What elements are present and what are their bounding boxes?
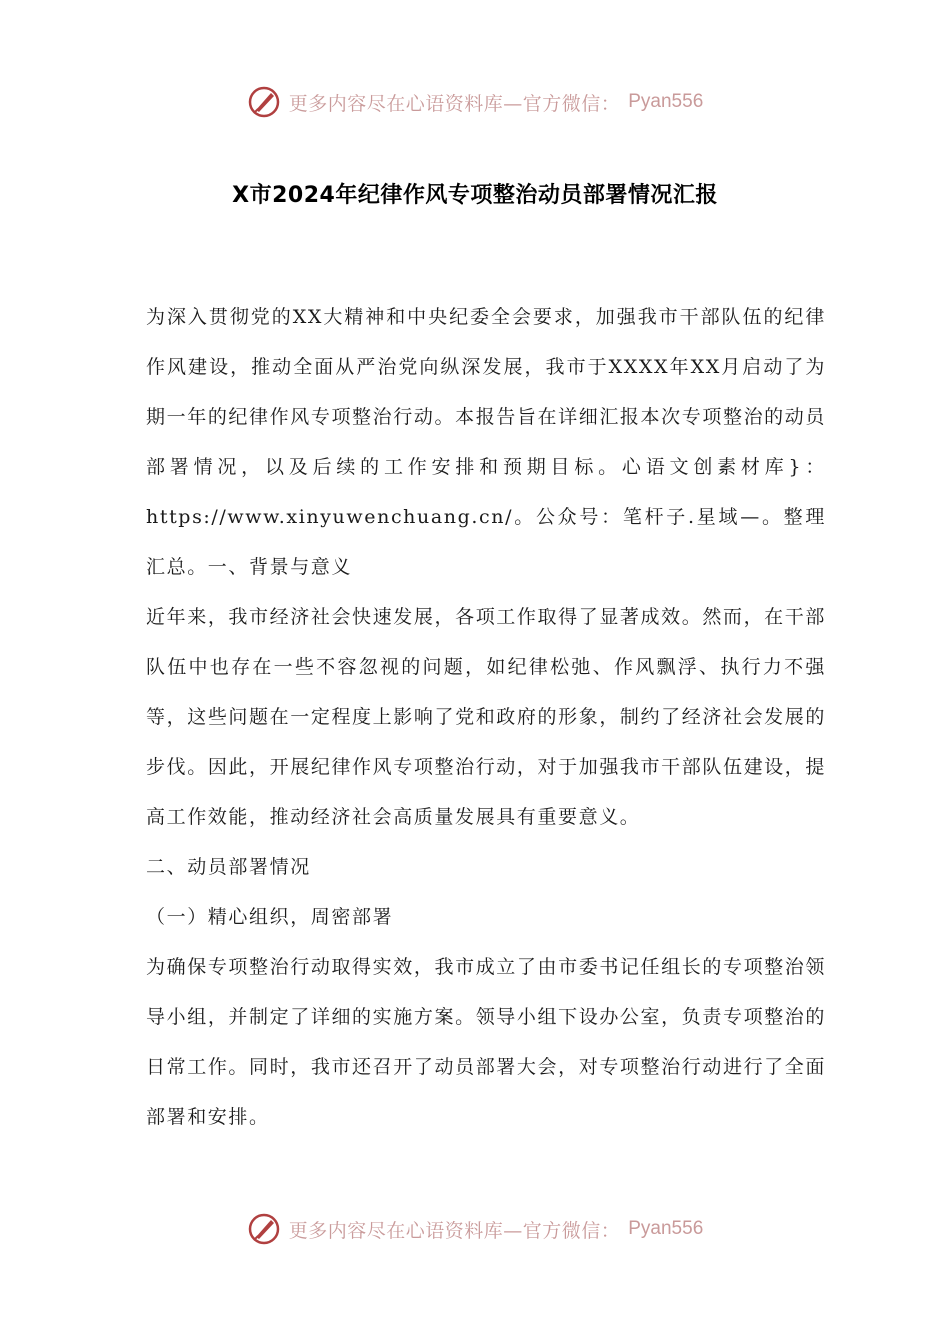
banner-text: 更多内容尽在心语资料库—官方微信： — [288, 1219, 621, 1242]
section-heading: 二、动员部署情况 — [146, 856, 311, 878]
subsection-heading: （一）精心组织，周密部署 — [146, 906, 394, 928]
banner-text: 更多内容尽在心语资料库—官方微信： — [288, 92, 621, 115]
document-body — [146, 292, 826, 1142]
header-watermark-banner — [0, 80, 950, 124]
footer-watermark-banner — [0, 1207, 950, 1251]
paragraph-organization: 为确保专项整治行动取得实效，我市成立了由市委书记任组长的专项整治领导小组，并制定了详细的实施方案。领导小组下设办公室，负责专项整治的日常工作。同时，我市还召开了动员部署大会，对专项整治行动进行了全面部署和安排。 — [146, 956, 826, 1128]
paragraph-intro: 为深入贯彻党的XX大精神和中央纪委全会要求，加强我市干部队伍的纪律作风建设，推动全面从严治党向纵深发展，我市于XXXX年XX月启动了为期一年的纪律作风专项整治行动。本报告旨在详细汇报本次专项整治的动员部署情况，以及后续的工作安排和预期目标。心语文创素材库}：https://www.xinyuwenchuang.cn/。公众号：笔杆子.星域—。整理汇总。一、背景与意义 — [146, 306, 826, 578]
banner-wechat-id: Pyan556 — [628, 91, 704, 112]
paragraph-background: 近年来，我市经济社会快速发展，各项工作取得了显著成效。然而，在干部队伍中也存在一些不容忽视的问题，如纪律松弛、作风飘浮、执行力不强等，这些问题在一定程度上影响了党和政府的形象，制约了经济社会发展的步伐。因此，开展纪律作风专项整治行动，对于加强我市干部队伍建设，提高工作效能，推动经济社会高质量发展具有重要意义。 — [146, 606, 826, 828]
document-title: X市2024年纪律作风专项整治动员部署情况汇报 — [232, 183, 718, 208]
quill-logo-icon — [247, 1212, 281, 1246]
quill-logo-icon — [247, 85, 281, 119]
banner-wechat-id: Pyan556 — [628, 1218, 704, 1239]
